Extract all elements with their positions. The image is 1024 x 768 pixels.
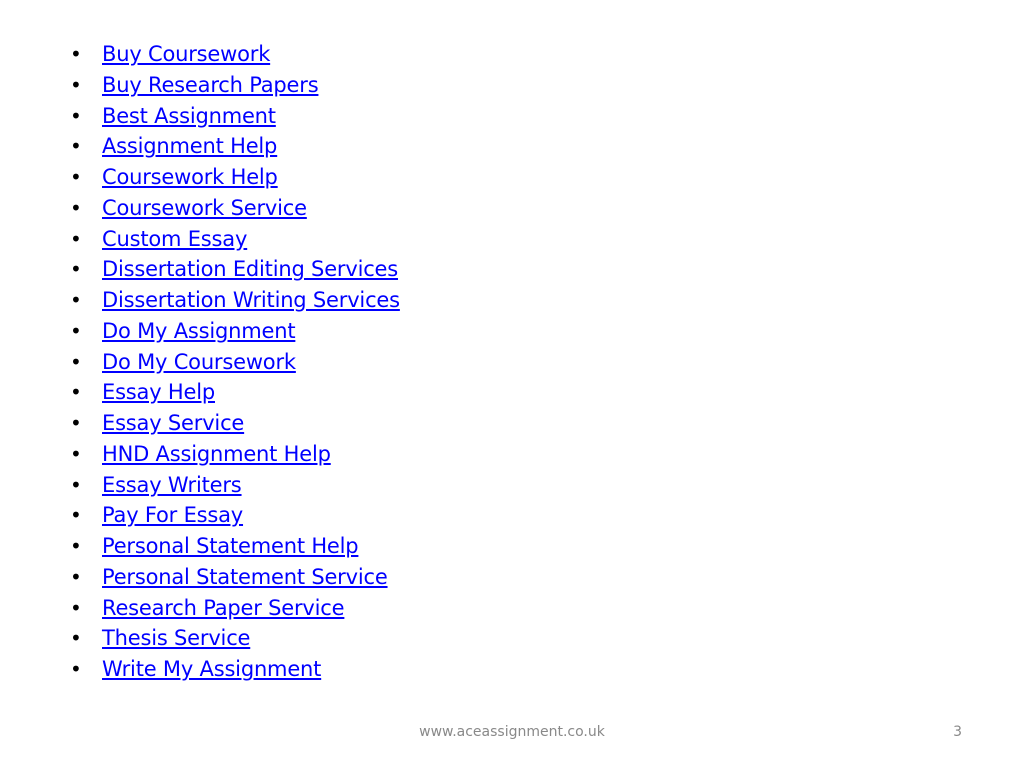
list-link[interactable]: Essay Help: [102, 380, 215, 405]
list-item: [70, 254, 400, 285]
list-item: [70, 654, 400, 685]
list-link[interactable]: Coursework Service: [102, 195, 307, 220]
bullet-icon: •: [70, 134, 82, 159]
bullet-icon: •: [70, 441, 82, 466]
list-item: [70, 408, 400, 439]
bullet-icon: •: [70, 42, 82, 66]
bullet-icon: •: [70, 595, 82, 620]
bullet-icon: •: [70, 411, 82, 435]
list-item: [70, 531, 400, 562]
bullet-icon: •: [70, 226, 82, 251]
list-link[interactable]: Thesis Service: [102, 626, 251, 651]
list-link[interactable]: Dissertation Writing Services: [102, 288, 400, 312]
list-link[interactable]: Personal Statement Help: [102, 534, 359, 558]
list-item: [70, 593, 400, 624]
list-link[interactable]: Custom Essay: [102, 226, 248, 251]
list-item: [70, 470, 400, 501]
bullet-icon: •: [70, 288, 82, 312]
list-item: [70, 439, 400, 470]
bullet-icon: •: [70, 564, 82, 589]
list-link[interactable]: Coursework Help: [102, 165, 278, 189]
link-list: [70, 39, 400, 685]
bullet-icon: •: [70, 349, 82, 374]
list-link[interactable]: Write My Assignment: [102, 657, 322, 681]
bullet-icon: •: [70, 657, 82, 681]
list-link[interactable]: Do My Assignment: [102, 318, 296, 343]
list-item: [70, 131, 400, 162]
list-link[interactable]: Buy Research Papers: [102, 72, 319, 97]
list-link[interactable]: HND Assignment Help: [102, 441, 331, 466]
list-link[interactable]: Personal Statement Service: [102, 564, 388, 589]
list-item: [70, 101, 400, 132]
bullet-icon: •: [70, 380, 82, 405]
bullet-icon: •: [70, 195, 82, 220]
list-link[interactable]: Dissertation Editing Services: [102, 257, 399, 282]
bullet-icon: •: [70, 72, 82, 97]
list-link[interactable]: Pay For Essay: [102, 503, 244, 528]
bullet-icon: •: [70, 103, 82, 128]
bullet-icon: •: [70, 165, 82, 189]
footer-url: www.aceassignment.co.uk: [419, 724, 605, 740]
bullet-icon: •: [70, 534, 82, 558]
list-item: [70, 316, 400, 347]
list-link[interactable]: Essay Writers: [102, 472, 242, 497]
list-item: [70, 562, 400, 593]
slide-number: 3: [953, 724, 962, 740]
list-item: [70, 224, 400, 255]
list-item: [70, 162, 400, 193]
list-link[interactable]: Research Paper Service: [102, 595, 345, 620]
list-link[interactable]: Assignment Help: [102, 134, 278, 159]
list-item: [70, 39, 400, 70]
bullet-icon: •: [70, 257, 82, 282]
bullet-icon: •: [70, 318, 82, 343]
list-item: [70, 500, 400, 531]
list-link[interactable]: Essay Service: [102, 411, 245, 435]
bullet-icon: •: [70, 626, 82, 651]
list-item: [70, 377, 400, 408]
list-item: [70, 285, 400, 316]
list-link[interactable]: Best Assignment: [102, 103, 276, 128]
list-link[interactable]: Do My Coursework: [102, 349, 296, 374]
list-item: [70, 347, 400, 378]
list-item: [70, 623, 400, 654]
list-item: [70, 70, 400, 101]
list-link[interactable]: Buy Coursework: [102, 42, 271, 66]
list-item: [70, 193, 400, 224]
bullet-icon: •: [70, 472, 82, 497]
bullet-icon: •: [70, 503, 82, 528]
